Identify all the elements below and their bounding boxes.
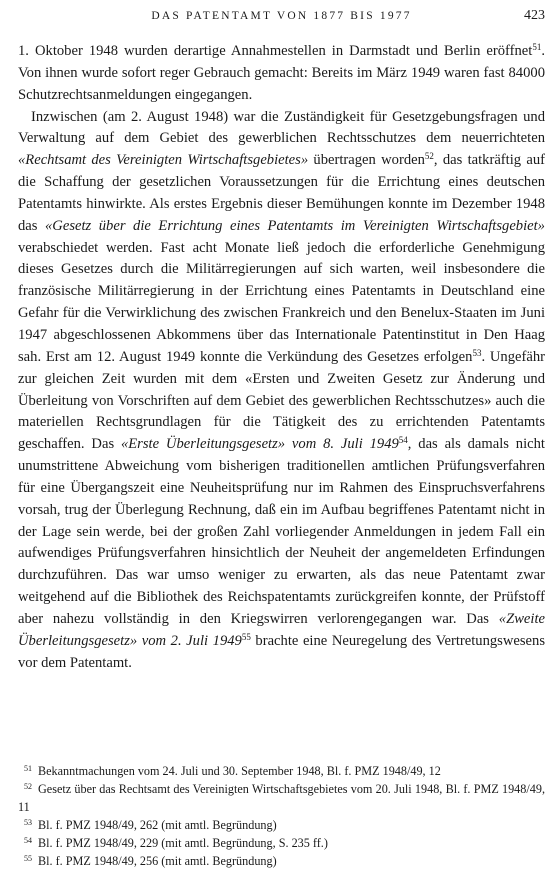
footnote [18, 834, 545, 852]
text-run: , das als damals nicht unumstrittene Abweichung vom bisherigen traditionellen amtlichen Prüfungsverfahren für eine Übergangszeit eine Neuheitsprüfung nur im Rahmen des Einspruchsverfahrens vorsah, trug der Überlegung Rechnung, daß ein im Aufbau begriffenes Patentamt nicht in der Lage sein werde, bei der großen Zahl vorliegender Anmeldungen in jedem Fall ein aufwendiges Prüfungsverfahren hinsichtlich der Neuheit der angemeldeten Erfindungen durchzuführen. Das war umso weniger zu erwarten, als das neue Patentamt zwar weitgehend auf die Bibliothek des Reichspatentamts zurückgreifen konnte, der Prüfstoff aber nahezu vollständig in den Kriegswirren verlorengegangen war. Das [18, 436, 545, 627]
running-title: DAS PATENTAMT VON 1877 BIS 1977 [151, 10, 412, 22]
footnote [18, 762, 545, 780]
italic-title: «Erste Überleitungsgesetz» vom 8. Juli 1949 [120, 436, 399, 453]
footnote-number: 55 [24, 854, 32, 864]
footnote-ref: 52 [424, 151, 434, 162]
italic-title: «Rechtsamt des Vereinigten Wirtschaftsgebietes» [18, 152, 309, 169]
running-head [18, 8, 545, 30]
italic-title: «Zweite Überleitungsgesetz» vom 2. Juli 1949 [18, 610, 545, 649]
body-text [18, 41, 545, 674]
footnote [18, 816, 545, 834]
footnote-number: 53 [24, 818, 32, 828]
page-number: 423 [524, 8, 545, 23]
text-run: verabschiedet werden. Fast acht Monate ließ jedoch die erforderliche Genehmigung dieses Gesetzes durch die Militärregierungen auf sich warten, weil insbesondere die französische Militärregierung in der Errichtung eines Patentamts in Deutschland eine Gefahr für die Verwirklichung des zwischen Frankreich und den Benelux-Staaten im Juni 1947 abgeschlossenen Abkommens über das Internationale Patentinstitut in Den Haag sah. Erst am 12. August 1949 konnte die Verkündung des Gesetzes erfolgen [18, 239, 545, 365]
text-run: übertragen worden [308, 152, 425, 169]
text-run: 1. Oktober 1948 wurden derartige Annahmestellen in Darmstadt und Berlin eröffnet [18, 43, 533, 59]
italic-title: «Gesetz über die Errichtung eines Patentamts im Vereinigten Wirtschaftsgebiet» [45, 217, 545, 234]
footnote-number: 54 [24, 836, 32, 846]
footnote-text: Bl. f. PMZ 1948/49, 256 (mit amtl. Begründung) [38, 854, 277, 869]
footnote-ref: 53 [472, 347, 482, 358]
footnote-text: Bl. f. PMZ 1948/49, 262 (mit amtl. Begründung) [38, 818, 277, 833]
paragraph-1 [18, 41, 545, 107]
footnote-text: Bl. f. PMZ 1948/49, 229 (mit amtl. Begründung, S. 235 ff.) [38, 836, 328, 851]
text-run: brachte eine Neuregelung des Vertretungswesens vor dem Patentamt. [18, 632, 545, 671]
footnotes [18, 762, 545, 871]
text-run: , das tatkräftig auf die Schaffung der gesetzlichen Voraussetzungen für die Errichtung eines deutschen Patentamts hinwirkte. Als erstes Ergebnis dieser Bemühungen konnte im Dezember 1948 das [18, 152, 545, 234]
text-run: Inzwischen (am 2. August 1948) war die Zuständigkeit für Gesetzgebungsfragen und Verwaltung auf dem Gebiet des gewerblichen Rechtsschutzes dem neuerrichteten [18, 108, 545, 147]
paragraph-2 [18, 107, 545, 675]
footnote [18, 780, 545, 816]
text-run: . Ungefähr zur gleichen Zeit wurden mit dem «Ersten und Zweiten Gesetz zur Änderung und Überleitung von Vorschriften auf dem Gebiet des gewerblichen Rechtsschutzes» auch die materiellen Rechtsgrundlagen für die Tätigkeit des zu errichtenden Patentamts geschaffen. Das [18, 348, 545, 453]
footnote-ref: 55 [241, 631, 251, 642]
text-run: . Von ihnen wurde sofort reger Gebrauch gemacht: Bereits im März 1949 waren fast 84000 Schutzrechtsanmeldungen eingegangen. [18, 43, 545, 103]
footnote-number: 52 [24, 782, 32, 792]
footnote-text: Bekanntmachungen vom 24. Juli und 30. September 1948, Bl. f. PMZ 1948/49, 12 [38, 764, 441, 778]
footnote-number: 51 [24, 764, 32, 773]
footnote [18, 852, 545, 870]
footnote-ref: 54 [398, 435, 408, 446]
footnote-ref: 51 [532, 42, 542, 52]
footnote-text: Gesetz über das Rechtsamt des Vereinigten Wirtschaftsgebietes vom 20. Juli 1948, Bl. f. PMZ 1948/49, 11 [18, 782, 545, 815]
